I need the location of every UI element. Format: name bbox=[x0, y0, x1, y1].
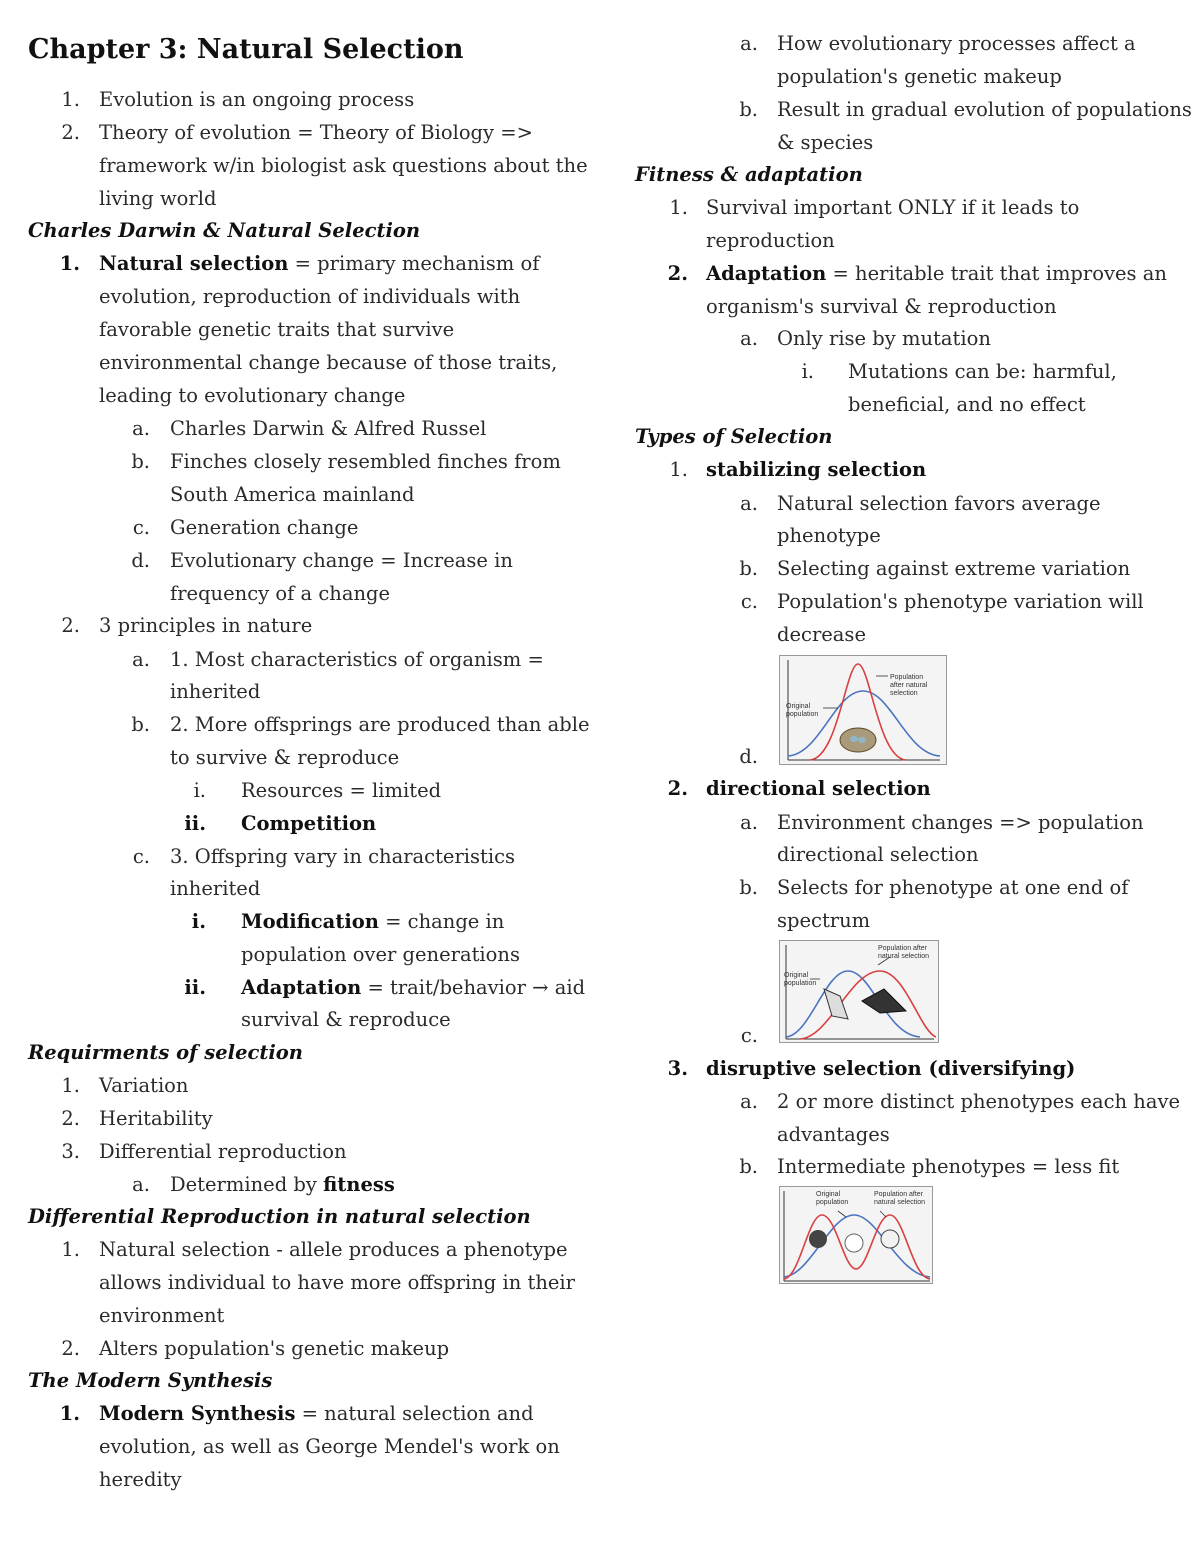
section-heading: The Modern Synthesis bbox=[28, 1369, 273, 1392]
text: Determined by bbox=[170, 1173, 324, 1196]
list-item: directional selection bbox=[777, 843, 979, 866]
list-letter: a. bbox=[740, 327, 758, 350]
list-number: 3. bbox=[61, 1140, 80, 1163]
list-roman: i. bbox=[191, 910, 206, 933]
list-number: 2. bbox=[667, 777, 688, 800]
list-item: reproduction bbox=[706, 229, 835, 252]
list-item: Result in gradual evolution of populations bbox=[777, 98, 1192, 121]
list-letter: b. bbox=[739, 557, 758, 580]
list-letter: a. bbox=[740, 492, 758, 515]
list-item bbox=[99, 252, 539, 276]
list-number: 2. bbox=[61, 1337, 80, 1360]
list-item: frequency of a change bbox=[170, 582, 391, 605]
section-heading: Types of Selection bbox=[635, 425, 833, 448]
list-item: Differential reproduction bbox=[99, 1140, 347, 1163]
list-item: population over generations bbox=[241, 943, 520, 966]
section-heading: Requirments of selection bbox=[28, 1041, 303, 1064]
list-number: 1. bbox=[59, 1402, 80, 1425]
list-number: 1. bbox=[669, 458, 688, 481]
list-item bbox=[241, 910, 504, 934]
list-item: Population's phenotype variation will bbox=[777, 590, 1144, 613]
list-item: Heritability bbox=[99, 1107, 213, 1130]
list-item: evolution, reproduction of individuals with bbox=[99, 285, 521, 308]
term: Natural selection bbox=[99, 252, 289, 275]
list-item: 2 or more distinct phenotypes each have bbox=[777, 1090, 1181, 1113]
list-number: 3. bbox=[667, 1057, 688, 1080]
after-label: Population after natural selection bbox=[874, 1191, 925, 1206]
list-item: spectrum bbox=[777, 909, 871, 932]
list-item: Finches closely resembled finches from bbox=[170, 450, 561, 473]
list-item: directional selection bbox=[706, 777, 931, 800]
stabilizing-selection-figure bbox=[779, 655, 947, 765]
list-item: Competition bbox=[241, 812, 377, 835]
list-letter: c. bbox=[740, 1024, 758, 1047]
list-letter: b. bbox=[739, 1155, 758, 1178]
list-item: disruptive selection (diversifying) bbox=[706, 1057, 1076, 1080]
original-label: Original population bbox=[816, 1191, 849, 1206]
definition: = heritable trait that improves an bbox=[826, 262, 1167, 285]
list-letter: b. bbox=[131, 713, 150, 736]
list-item: phenotype bbox=[777, 524, 881, 547]
list-number: 1. bbox=[61, 1238, 80, 1261]
list-number: 1. bbox=[61, 1074, 80, 1097]
list-letter: b. bbox=[131, 450, 150, 473]
dark-rabbit-icon bbox=[809, 1230, 827, 1248]
list-letter: a. bbox=[740, 1090, 758, 1113]
list-item bbox=[241, 976, 585, 1000]
definition: = trait/behavior → aid bbox=[361, 976, 586, 999]
list-number: 2. bbox=[667, 262, 688, 285]
term: Adaptation bbox=[706, 262, 827, 285]
definition: = primary mechanism of bbox=[288, 252, 540, 275]
list-item: Selects for phenotype at one end of bbox=[777, 876, 1129, 899]
original-label: Original population bbox=[786, 703, 819, 718]
list-item: leading to evolutionary change bbox=[99, 384, 406, 407]
list-letter: a. bbox=[132, 648, 150, 671]
list-letter: b. bbox=[739, 98, 758, 121]
definition: = change in bbox=[378, 910, 505, 933]
list-letter: a. bbox=[132, 417, 150, 440]
spotted-rabbit-icon bbox=[881, 1230, 899, 1248]
list-item: evolution, as well as George Mendel's work on bbox=[99, 1435, 560, 1458]
list-item: Environment changes => population bbox=[777, 811, 1144, 834]
list-roman: ii. bbox=[184, 812, 206, 835]
list-item: 2. More offsprings are produced than able bbox=[170, 713, 590, 736]
list-number: 1. bbox=[59, 252, 80, 275]
list-item: & species bbox=[777, 131, 874, 154]
directional-selection-figure bbox=[779, 940, 939, 1043]
list-item: Intermediate phenotypes = less fit bbox=[777, 1155, 1120, 1178]
list-letter: c. bbox=[740, 590, 758, 613]
definition: = natural selection and bbox=[295, 1402, 534, 1425]
list-item: organism's survival & reproduction bbox=[706, 295, 1057, 318]
list-item: Resources = limited bbox=[241, 779, 442, 802]
list-item bbox=[99, 1402, 534, 1426]
term: fitness bbox=[323, 1173, 395, 1196]
list-number: 1. bbox=[669, 196, 688, 219]
list-item: framework w/in biologist ask questions about the bbox=[99, 154, 588, 177]
list-letter: d. bbox=[739, 745, 758, 768]
list-number: 1. bbox=[61, 88, 80, 111]
list-item: Only rise by mutation bbox=[777, 327, 991, 350]
list-item: heredity bbox=[99, 1468, 182, 1491]
list-item: inherited bbox=[170, 877, 261, 900]
list-item: to survive & reproduce bbox=[170, 746, 400, 769]
list-letter: d. bbox=[131, 549, 150, 572]
list-letter: b. bbox=[739, 876, 758, 899]
list-item: Alters population's genetic makeup bbox=[99, 1337, 450, 1360]
list-item: Evolution is an ongoing process bbox=[99, 88, 415, 111]
list-item: 3 principles in nature bbox=[99, 614, 313, 637]
list-item: Selecting against extreme variation bbox=[777, 557, 1131, 580]
list-item: Evolutionary change = Increase in bbox=[170, 549, 513, 572]
list-item bbox=[706, 262, 1167, 286]
white-rabbit-icon bbox=[845, 1234, 863, 1252]
list-item: Survival important ONLY if it leads to bbox=[706, 196, 1080, 219]
list-letter: c. bbox=[132, 845, 150, 868]
list-item: population's genetic makeup bbox=[777, 65, 1062, 88]
list-item: South America mainland bbox=[170, 483, 415, 506]
list-item: 3. Offspring vary in characteristics bbox=[170, 845, 516, 868]
list-letter: a. bbox=[740, 811, 758, 834]
list-letter: c. bbox=[132, 516, 150, 539]
dark-moth-icon bbox=[862, 989, 906, 1013]
list-item: inherited bbox=[170, 680, 261, 703]
section-heading: Fitness & adaptation bbox=[635, 163, 863, 186]
list-roman: i. bbox=[193, 779, 206, 802]
list-item: stabilizing selection bbox=[706, 458, 927, 481]
list-item: Mutations can be: harmful, bbox=[848, 360, 1117, 383]
list-item: advantages bbox=[777, 1123, 890, 1146]
list-letter: a. bbox=[132, 1173, 150, 1196]
after-label: Population after natural selection bbox=[890, 674, 928, 697]
list-item: Natural selection favors average bbox=[777, 492, 1101, 515]
list-item: environment bbox=[99, 1304, 225, 1327]
list-number: 2. bbox=[61, 121, 80, 144]
after-label: Population after natural selection bbox=[878, 945, 929, 960]
list-item: beneficial, and no effect bbox=[848, 393, 1086, 416]
term: Adaptation bbox=[241, 976, 362, 999]
list-item: Charles Darwin & Alfred Russel bbox=[170, 417, 487, 440]
list-item: Variation bbox=[99, 1074, 189, 1097]
term: Modification bbox=[241, 910, 379, 933]
list-number: 2. bbox=[61, 614, 80, 637]
list-item: living world bbox=[99, 187, 217, 210]
list-item: 1. Most characteristics of organism = bbox=[170, 648, 544, 671]
list-number: 2. bbox=[61, 1107, 80, 1130]
list-roman: ii. bbox=[184, 976, 206, 999]
list-item: Theory of evolution = Theory of Biology => bbox=[99, 121, 533, 144]
list-item: Natural selection - allele produces a phenotype bbox=[99, 1238, 568, 1261]
original-label: Original population bbox=[784, 972, 817, 987]
list-item: allows individual to have more offspring in their bbox=[99, 1271, 575, 1294]
list-item: How evolutionary processes affect a bbox=[777, 32, 1136, 55]
light-moth-icon bbox=[824, 989, 848, 1019]
list-roman: i. bbox=[801, 360, 814, 383]
list-item: environmental change because of those traits, bbox=[99, 351, 558, 374]
list-item: survival & reproduce bbox=[241, 1008, 451, 1031]
list-item bbox=[170, 1173, 395, 1197]
list-letter: a. bbox=[740, 32, 758, 55]
section-heading: Charles Darwin & Natural Selection bbox=[28, 219, 421, 242]
list-item: Generation change bbox=[170, 516, 359, 539]
list-item: decrease bbox=[777, 623, 866, 646]
list-item: favorable genetic traits that survive bbox=[99, 318, 455, 341]
section-heading: Differential Reproduction in natural selection bbox=[28, 1205, 531, 1228]
disruptive-selection-figure bbox=[779, 1186, 933, 1284]
page-title: Chapter 3: Natural Selection bbox=[28, 34, 464, 65]
term: Modern Synthesis bbox=[99, 1402, 296, 1425]
